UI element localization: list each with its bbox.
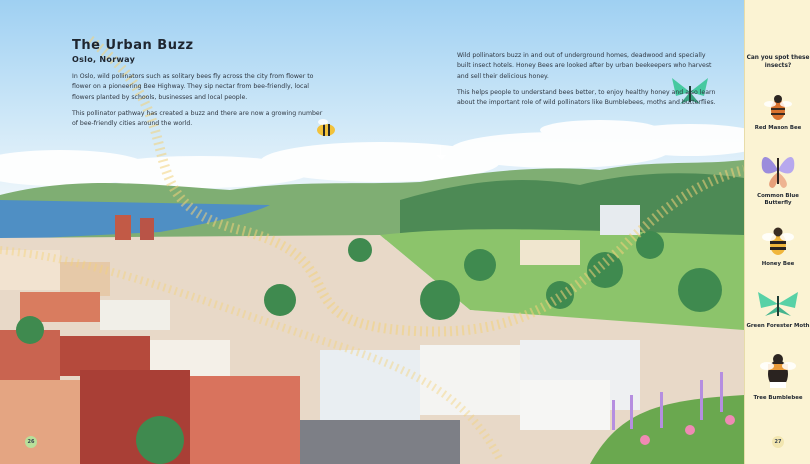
page-number-right: 27: [772, 436, 784, 448]
insect-honey-bee: [745, 222, 810, 268]
insect-common-blue-butterfly: [745, 148, 810, 207]
green-forester-moth-icon: [755, 288, 801, 322]
insect-label-common-blue-butterfly: Common Blue Butterfly: [757, 193, 799, 206]
left-paragraph-1: In Oslo, wild pollinators such as solitary bees fly across the city from flower to flower on a pioneering Bee Highway. They sip nectar from bee-friendly, local flowers planted by schools, businesses and local people.: [72, 73, 314, 101]
insect-label-red-mason-bee: Red Mason Bee: [754, 125, 802, 131]
red-mason-bee-icon: [763, 90, 793, 124]
page-number-left: 26: [25, 436, 37, 448]
page-subtitle: Oslo, Norway: [72, 55, 136, 64]
insect-label-honey-bee: Honey Bee: [761, 261, 795, 267]
tree-bumblebee-icon: [760, 348, 796, 394]
sidebar-heading: Can you spot these insects?: [746, 55, 810, 69]
common-blue-butterfly-icon: [758, 148, 798, 192]
right-paragraph-1: Wild pollinators buzz in and out of underground homes, deadwood and specially built insect hotels. Honey Bees are looked after by urban beekeepers who harvest and sell their delicious honey.: [457, 52, 712, 80]
insect-spotter-sidebar: [744, 0, 810, 464]
insect-label-tree-bumblebee: Tree Bumblebee: [753, 395, 803, 401]
insect-label-green-forester-moth: Green Forester Moth: [746, 323, 810, 329]
insect-green-forester-moth: [745, 288, 810, 330]
right-text-block: [457, 51, 719, 108]
left-paragraph-2: This pollinator pathway has created a buzz and there are now a growing number of bee-friendly cities around the world.: [72, 109, 323, 128]
insect-tree-bumblebee: [745, 348, 810, 402]
left-text-block: [72, 72, 324, 129]
page-title: The Urban Buzz: [72, 38, 194, 53]
honey-bee-icon: [761, 222, 795, 260]
right-paragraph-2: This helps people to understand bees better, to enjoy healthy honey and also learn about the important role of wild pollinators like Bumblebees, moths and butterflies.: [457, 88, 716, 107]
insect-red-mason-bee: [745, 90, 810, 132]
